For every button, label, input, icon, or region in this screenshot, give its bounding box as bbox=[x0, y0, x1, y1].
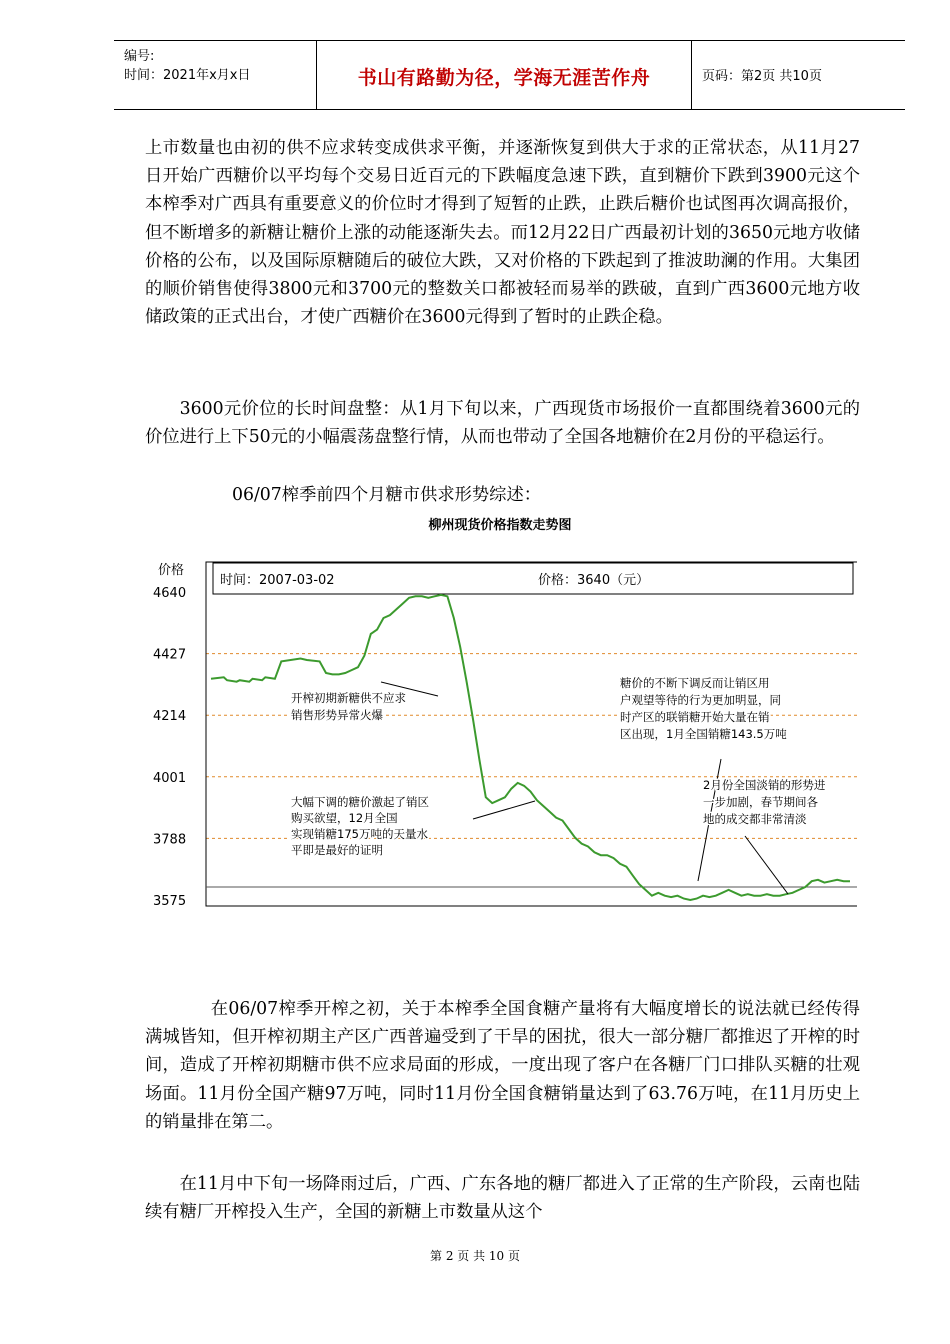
chart-annotation-line: 销售形势异常火爆 bbox=[291, 708, 383, 722]
chart-annotation bbox=[703, 778, 826, 894]
chart-annotation-line: 实现销糖175万吨的天量水 bbox=[291, 827, 428, 841]
chart-y-tick-label: 3788 bbox=[153, 832, 187, 848]
motto: 书山有路勤为径，学海无涯苦作舟 bbox=[357, 67, 651, 89]
chart-y-tick-label: 4214 bbox=[153, 709, 187, 725]
page-footer: 第 2 页 共 10 页 bbox=[430, 1249, 520, 1263]
header-meta-cell bbox=[114, 41, 317, 109]
document-header bbox=[114, 40, 905, 110]
chart-annotation-line: 区出现，1月全国销糖143.5万吨 bbox=[620, 727, 787, 741]
chart-annotation-line: 地的成交都非常清淡 bbox=[703, 812, 807, 826]
chart-annotation-line: 时产区的联销糖开始大量在销 bbox=[620, 710, 770, 724]
chart-annotation bbox=[291, 682, 438, 722]
chart-title: 柳州现货价格指数走势图 bbox=[428, 518, 572, 533]
chart-annotation-line: 户观望等待的行为更加明显，同 bbox=[620, 693, 781, 707]
header-motto-cell bbox=[317, 41, 692, 109]
chart-annotation-line: 2月份全国淡销的形势进 bbox=[703, 778, 826, 792]
paragraph-3: 在06/07榨季开榨之初，关于本榨季全国食糖产量将有大幅度增长的说法就已经传得满城皆知，但开榨初期主产区广西普遍受到了干旱的困扰，很大一部分糖厂都推迟了开榨的时间，造成了开榨初期糖市供不应求局面的形成，一度出现了客户在各糖厂门口排队买糖的壮观场面。11月份全国产糖97万吨，同时11月份全国食糖销量达到了63.76万吨，在11月历史上的销量排在第二。 bbox=[145, 999, 860, 1132]
chart-y-tick-label: 3575 bbox=[153, 894, 187, 909]
paragraph-1: 上市数量也由初的供不应求转变成供求平衡，并逐渐恢复到供大于求的正常状态，从11月27日开始广西糖价以平均每个交易日近百元的下跌幅度急速下跌，直到糖价下跌到3900元这个本榨季对广西具有重要意义的价位时才得到了短暂的止跌，止跌后糖价也试图再次调高报价，但不断增多的新糖让糖价上涨的动能逐渐失去。而12月22日广西最初计划的3650元地方收储价格的公布，以及国际原糖随后的破位大跌，又对价格的下跌起到了推波助澜的作用。大集团的顺价销售使得3800元和3700元的整数关口都被轻而易举的跌破，直到广西3600元地方收储政策的正式出台，才使广西糖价在3600元得到了暂时的止跌企稳。 bbox=[145, 138, 860, 328]
page-info: 页码：第2页 共10页 bbox=[702, 69, 822, 84]
chart-y-tick-label: 4640 bbox=[153, 586, 187, 601]
chart-y-tick-label: 4001 bbox=[153, 770, 187, 786]
chart-y-label: 价格 bbox=[158, 563, 185, 578]
chart-annotation-line: 一步加剧，春节期间各 bbox=[703, 795, 818, 809]
price-index-chart bbox=[143, 506, 857, 909]
chart-y-tick-label: 4427 bbox=[153, 647, 187, 663]
chart-infobox-time: 时间：2007-03-02 bbox=[220, 573, 335, 588]
chart-annotation-line: 开榨初期新糖供不应求 bbox=[291, 691, 406, 705]
chart-annotation-line: 平即是最好的证明 bbox=[291, 843, 383, 857]
chart-annotation bbox=[291, 795, 535, 857]
paragraph-4: 在11月中下旬一场降雨过后，广西、广东各地的糖厂都进入了正常的生产阶段，云南也陆续有糖厂开榨投入生产，全国的新糖上市数量从这个 bbox=[145, 1174, 860, 1223]
time-label: 时间：2021年x月x日 bbox=[124, 68, 251, 83]
header-page-cell bbox=[692, 41, 905, 109]
chart-annotation-line: 糖价的不断下调反而让销区用 bbox=[620, 676, 770, 690]
chart-annotation-line: 购买欲望，12月全国 bbox=[291, 811, 398, 825]
chart-annotation-line: 大幅下调的糖价激起了销区 bbox=[291, 795, 429, 809]
serial-number-label: 编号: bbox=[124, 49, 155, 64]
chart-caption: 06/07榨季前四个月糖市供求形势综述： bbox=[232, 485, 542, 505]
chart-infobox-price: 价格：3640（元） bbox=[538, 573, 650, 588]
paragraph-2: 3600元价位的长时间盘整：从1月下旬以来，广西现货市场报价一直都围绕着3600元的价位进行上下50元的小幅震荡盘整行情，从而也带动了全国各地糖价在2月份的平稳运行。 bbox=[145, 399, 860, 448]
